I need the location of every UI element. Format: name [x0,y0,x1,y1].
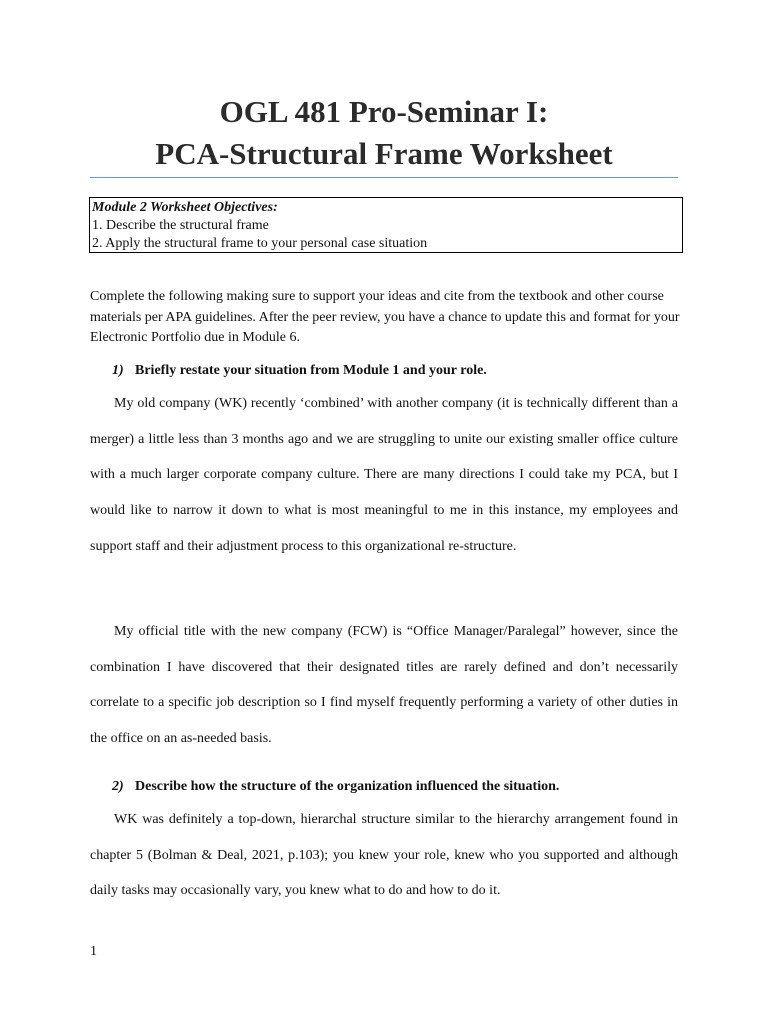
question-text: Describe how the structure of the organization influenced the situation. [135,779,560,794]
question-number: 1) [112,363,124,378]
answer-paragraph: My old company (WK) recently ‘combined’ with another company (it is technically different than a merger) a little less than 3 months ago and we are struggling to unite our existing smaller office culture with a much larger corporate company culture. There are many directions I could take my PCA, but I would like to narrow it down to what is most meaningful to me in this instance, my employees and support staff and their adjustment process to this organizational re-structure. [90,396,678,554]
question-2 [112,778,559,796]
question-number: 2) [112,779,124,794]
document-title-line-2: PCA-Structural Frame Worksheet [155,136,613,171]
objective-item: 1. Describe the structural frame [92,218,269,233]
objectives-box [89,197,683,253]
title-underline [90,177,678,178]
objective-item: 2. Apply the structural frame to your personal case situation [92,236,428,251]
question-text: Briefly restate your situation from Module 1 and your role. [135,363,487,378]
intro-paragraph: Complete the following making sure to support your ideas and cite from the textbook and other course materials per APA guidelines. After the peer review, you have a chance to update this and format for your Electronic Portfolio due in Module 6. [90,289,680,345]
answer-paragraph: My official title with the new company (FCW) is “Office Manager/Paralegal” however, since the combination I have discovered that their designated titles are rarely defined and don’t necessarily correlate to a specific job description so I find myself frequently performing a variety of other duties in the office on an as-needed basis. [90,624,678,747]
document-title-line-1: OGL 481 Pro-Seminar I: [219,94,549,129]
question-1 [112,362,487,380]
answer-paragraph: WK was definitely a top-down, hierarchal structure similar to the hierarchy arrangement found in chapter 5 (Bolman & Deal, 2021, p.103); you knew your role, knew who you supported and although daily tasks may occasionally vary, you knew what to do and how to do it. [90,812,678,899]
page-number: 1 [90,944,97,959]
objectives-heading: Module 2 Worksheet Objectives: [92,200,278,215]
